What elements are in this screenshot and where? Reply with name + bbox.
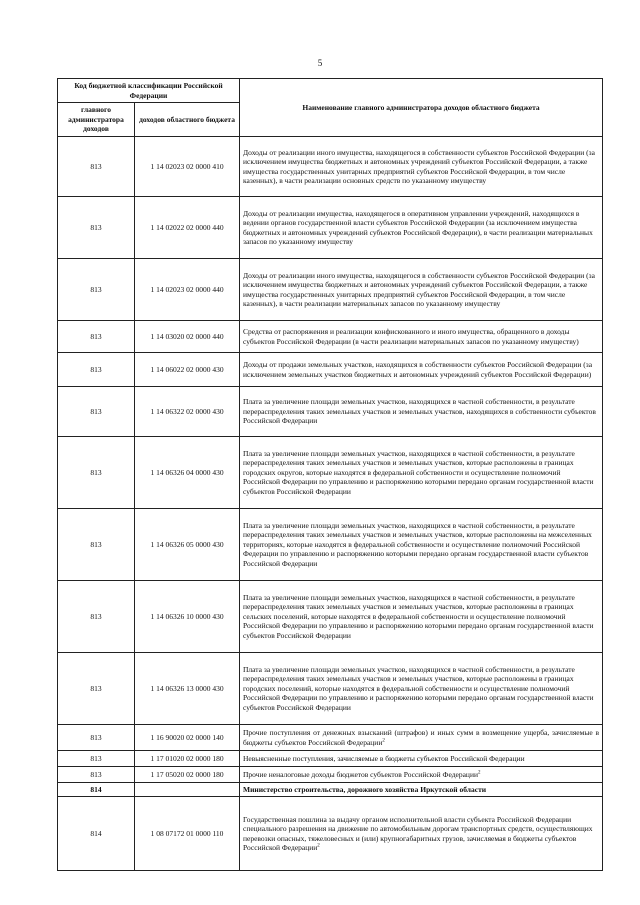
header-group-title: Код бюджетной классификации Российской Федерации	[58, 79, 240, 103]
admin-code-cell: 813	[58, 197, 135, 259]
revenue-name-text: Государственная пошлина за выдачу органом исполнительной власти субъекта Российской Федерации специального разрешения на движение по автомобильным дорогам транспортных средств, осуществляющих перевозки опасных, тяжеловесных и (или) крупногабаритных грузов, зачисляемая в бюджеты субъектов Российской Федерации	[243, 814, 593, 852]
admin-code-cell: 814	[58, 783, 135, 797]
table-row	[58, 387, 603, 437]
revenue-name-text: Плата за увеличение площади земельных участков, находящихся в частной собственности, в результате перераспределения таких земельных участков и земельных участков, которые расположены в границах городских округов, которые находятся в федеральной собственности и осуществление полномочий Российской Федерации по управлению и распоряжению которыми передано органам государственной власти субъектов Российской Федерации	[243, 448, 594, 496]
revenue-name-cell	[240, 767, 603, 783]
page-number: 5	[317, 58, 323, 68]
ministry-row	[58, 783, 603, 797]
table-row	[58, 509, 603, 581]
admin-code-cell: 813	[58, 751, 135, 767]
table-row	[58, 259, 603, 321]
admin-code-cell: 813	[58, 387, 135, 437]
revenue-name-text: Плата за увеличение площади земельных участков, находящихся в частной собственности, в результате перераспределения таких земельных участков и земельных участков, которые расположены на межселенных территориях, которые находятся в федеральной собственности и осуществление полномочий Российской Федерации по управлению и распоряжению которыми передано органам государственной власти субъектов Российской Федерации	[243, 520, 592, 568]
revenue-name-cell	[240, 725, 603, 751]
revenue-name-text: Невыясненные поступления, зачисляемые в бюджеты субъектов Российской Федерации	[243, 753, 525, 763]
table-row	[58, 653, 603, 725]
admin-code-cell: 813	[58, 259, 135, 321]
revenue-name-cell	[240, 653, 603, 725]
revenue-name-text: Доходы от реализации имущества, находящегося в оперативном управлении учреждений, находящихся в ведении органов государственной власти субъектов Российской Федерации (за исключением имущества бюджетных и автономных учреждений субъектов Российской Федерации), в части реализации материальных запасов по указанному имуществу	[243, 208, 593, 246]
revenue-name-cell	[240, 197, 603, 259]
revenue-name-text: Прочие неналоговые доходы бюджетов субъектов Российской Федерации	[243, 769, 478, 779]
revenue-name-cell	[240, 581, 603, 653]
revenue-code-cell: 1 17 05020 02 0000 180	[135, 767, 240, 783]
admin-code-cell: 813	[58, 767, 135, 783]
table-row	[58, 751, 603, 767]
admin-code-cell: 813	[58, 581, 135, 653]
table-row	[58, 353, 603, 387]
header-col-revenue: доходов областного бюджета	[135, 103, 240, 137]
revenue-name-cell	[240, 751, 603, 767]
revenue-name-cell	[240, 137, 603, 197]
revenue-code-cell: 1 16 90020 02 0000 140	[135, 725, 240, 751]
table-row	[58, 767, 603, 783]
budget-classification-table	[57, 78, 603, 871]
table-row	[58, 197, 603, 259]
revenue-name-cell	[240, 797, 603, 871]
revenue-name-cell	[240, 259, 603, 321]
table-row	[58, 797, 603, 871]
table-row	[58, 437, 603, 509]
footnote-mark: 2	[317, 843, 320, 849]
revenue-name-cell	[240, 387, 603, 437]
footnote-mark: 2	[382, 738, 385, 743]
admin-code-cell: 813	[58, 653, 135, 725]
revenue-name-text: Доходы от реализации иного имущества, находящегося в собственности субъектов Российской Федерации (за исключением имущества бюджетных и автономных учреждений субъектов Российской Федерации, а также имущества государственных унитарных предприятий субъектов Российской Федерации, в том числе казенных), в части реализации основных средств по указанному имуществу	[243, 147, 595, 185]
admin-code-cell: 813	[58, 137, 135, 197]
admin-code-cell: 813	[58, 509, 135, 581]
revenue-code-cell: 1 14 06326 05 0000 430	[135, 509, 240, 581]
revenue-code-cell: 1 14 06326 04 0000 430	[135, 437, 240, 509]
admin-code-cell: 813	[58, 437, 135, 509]
revenue-name-text: Плата за увеличение площади земельных участков, находящихся в частной собственности, в результате перераспределения таких земельных участков и земельных участков, которые расположены в границах сельских поселений, которые находятся в федеральной собственности и осуществление полномочий Российской Федерации по управлению и распоряжению которыми передано органам государственной власти субъектов Российской Федерации	[243, 592, 594, 640]
footnote-mark: 2	[477, 770, 481, 776]
revenue-name-text: Доходы от реализации иного имущества, находящегося в собственности субъектов Российской Федерации (за исключением имущества бюджетных и автономных учреждений субъектов Российской Федерации, а также имущества государственных унитарных предприятий субъектов Российской Федерации, в том числе казенных), в части реализации материальных запасов по указанному имуществу	[243, 270, 595, 308]
revenue-code-cell: 1 14 02023 02 0000 440	[135, 259, 240, 321]
revenue-name-text: Плата за увеличение площади земельных участков, находящихся в частной собственности, в результате перераспределения таких земельных участков и земельных участков, находящихся в собственности субъектов Российской Федерации	[243, 397, 596, 426]
revenue-name-text: Министерство строительства, дорожного хозяйства Иркутской области	[243, 784, 487, 794]
revenue-code-cell: 1 14 06326 13 0000 430	[135, 653, 240, 725]
revenue-name-text: Прочие поступления от денежных взысканий (штрафов) и иных сумм в возмещение ущерба, зачисляемые в бюджеты субъектов Российской Федерации	[243, 728, 600, 747]
admin-code-cell: 813	[58, 353, 135, 387]
revenue-code-cell: 1 14 03020 02 0000 440	[135, 321, 240, 353]
revenue-code-cell: 1 14 02022 02 0000 440	[135, 197, 240, 259]
revenue-name-text: Доходы от продажи земельных участков, находящихся в собственности субъектов Российской Федерации (за исключением земельных участков бюджетных и автономных учреждений субъектов Российской Федерации)	[243, 360, 593, 379]
revenue-name-cell	[240, 321, 603, 353]
revenue-code-cell: 1 14 06326 10 0000 430	[135, 581, 240, 653]
revenue-name-cell	[240, 783, 603, 797]
table-body	[58, 137, 603, 871]
table-row	[58, 581, 603, 653]
revenue-name-cell	[240, 437, 603, 509]
table-row	[58, 321, 603, 353]
revenue-code-cell: 1 17 01020 02 0000 180	[135, 751, 240, 767]
revenue-code-cell: 1 14 06022 02 0000 430	[135, 353, 240, 387]
table-row	[58, 725, 603, 751]
revenue-name-text: Средства от распоряжения и реализации конфискованного и иного имущества, обращенного в доходы субъектов Российской Федерации (в части реализации материальных запасов по указанному имуществу)	[243, 327, 579, 346]
admin-code-cell: 813	[58, 725, 135, 751]
table-row	[58, 137, 603, 197]
revenue-code-cell: 1 14 02023 02 0000 410	[135, 137, 240, 197]
revenue-name-text: Плата за увеличение площади земельных участков, находящихся в частной собственности, в результате перераспределения таких земельных участков и земельных участков, которые расположены в границах городских поселений, которые находятся в федеральной собственности и осуществление полномочий Российской Федерации по управлению и распоряжению которыми передано органам государственной власти субъектов Российской Федерации	[243, 664, 594, 712]
revenue-name-cell	[240, 353, 603, 387]
header-col-main-admin: главного администратора доходов	[58, 103, 135, 137]
revenue-name-cell	[240, 509, 603, 581]
revenue-code-cell: 1 08 07172 01 0000 110	[135, 797, 240, 871]
revenue-code-cell: 1 14 06322 02 0000 430	[135, 387, 240, 437]
admin-code-cell: 814	[58, 797, 135, 871]
revenue-code-cell	[135, 783, 240, 797]
header-col-name: Наименование главного администратора доходов областного бюджета	[240, 79, 603, 137]
admin-code-cell: 813	[58, 321, 135, 353]
